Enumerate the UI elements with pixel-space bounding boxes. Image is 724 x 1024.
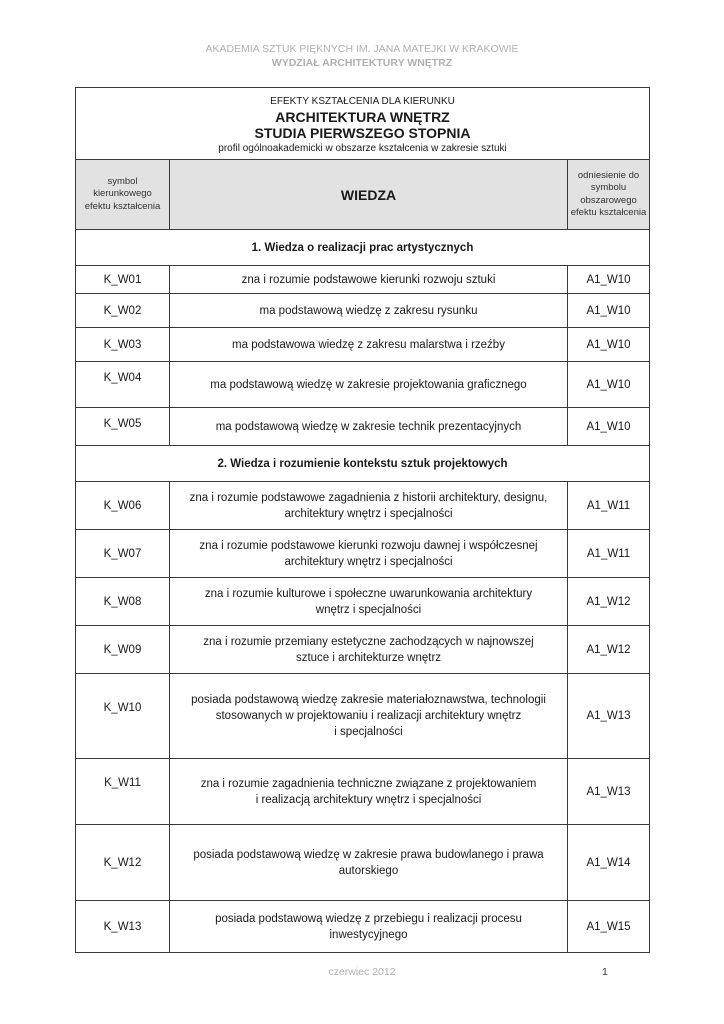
- title-level: STUDIA PIERWSZEGO STOPNIA: [254, 125, 471, 141]
- outcome-description: ma podstawową wiedzę w zakresie projektowania graficznego: [170, 362, 568, 408]
- table-row: [76, 328, 650, 362]
- outcome-reference: A1_W14: [568, 825, 650, 901]
- outcome-code: K_W11: [76, 759, 170, 825]
- description-line: inwestycyjnego: [329, 928, 408, 941]
- outcome-description: [170, 825, 568, 901]
- outcome-reference: A1_W10: [568, 266, 650, 294]
- outcome-reference: A1_W10: [568, 328, 650, 362]
- table-row: [76, 626, 650, 674]
- table-row: [76, 759, 650, 825]
- header-faculty: WYDZIAŁ ARCHITEKTURY WNĘTRZ: [271, 57, 453, 69]
- outcome-reference: A1_W10: [568, 408, 650, 446]
- outcome-code: K_W04: [76, 362, 170, 408]
- column-header-row: [76, 160, 650, 230]
- outcome-code: K_W05: [76, 408, 170, 446]
- title-profile: profil ogólnoakademicki w obszarze kształcenia w zakresie sztuki: [218, 143, 507, 154]
- outcome-code: K_W02: [76, 294, 170, 328]
- column-header-main: WIEDZA: [170, 160, 568, 230]
- table-row: [76, 408, 650, 446]
- outcome-reference: A1_W11: [568, 482, 650, 530]
- outcome-code: K_W13: [76, 901, 170, 953]
- outcome-description: [170, 759, 568, 825]
- description-line: zna i rozumie kulturowe i społeczne uwarunkowania architektury: [204, 587, 533, 600]
- outcome-reference: A1_W10: [568, 294, 650, 328]
- table-title: [76, 88, 650, 160]
- outcome-reference: A1_W11: [568, 530, 650, 578]
- table-row: [76, 578, 650, 626]
- outcome-code: K_W12: [76, 825, 170, 901]
- outcome-code: K_W10: [76, 674, 170, 759]
- header-academy: AKADEMIA SZTUK PIĘKNYCH IM. JANA MATEJKI W KRAKOWIE: [205, 43, 519, 55]
- section-row: [76, 446, 650, 482]
- outcome-code: K_W08: [76, 578, 170, 626]
- outcome-description: ma podstawową wiedzę z zakresu rysunku: [170, 294, 568, 328]
- table-row: [76, 825, 650, 901]
- outcome-description: ma podstawową wiedzę w zakresie technik prezentacyjnych: [170, 408, 568, 446]
- description-line: stosowanych w projektowaniu i realizacji architektury wnętrz: [215, 710, 522, 722]
- learning-outcomes-table: [75, 87, 650, 953]
- outcome-code: K_W06: [76, 482, 170, 530]
- outcome-reference: A1_W12: [568, 626, 650, 674]
- description-line: posiada podstawową wiedzę zakresie materiałoznawstwa, technologii: [191, 694, 546, 706]
- title-line-1: EFEKTY KSZTAŁCENIA DLA KIERUNKU: [270, 96, 455, 107]
- page-header: [0, 42, 724, 70]
- description-line: sztuce i architekturze wnętrz: [295, 651, 442, 664]
- table-row: [76, 362, 650, 408]
- outcome-description: [170, 578, 568, 626]
- description-line: zna i rozumie podstawowe zagadnienia z historii architektury, designu,: [189, 491, 548, 504]
- description-line: posiada podstawową wiedzę z przebiegu i realizacji procesu: [215, 912, 522, 925]
- table-row: [76, 482, 650, 530]
- table-row: [76, 530, 650, 578]
- outcome-reference: A1_W10: [568, 362, 650, 408]
- description-line: wnętrz i specjalności: [315, 603, 422, 616]
- column-header-symbol: symbol kierunkowego efektu kształcenia: [76, 160, 170, 230]
- description-line: architektury wnętrz i specjalności: [284, 555, 453, 568]
- outcome-description: [170, 901, 568, 953]
- title-program: ARCHITEKTURA WNĘTRZ: [275, 109, 450, 125]
- outcome-reference: A1_W15: [568, 901, 650, 953]
- outcome-reference: A1_W13: [568, 759, 650, 825]
- section-row: [76, 230, 650, 266]
- column-header-reference: odniesienie do symbolu obszarowego efektu kształcenia: [568, 160, 650, 230]
- outcome-reference: A1_W12: [568, 578, 650, 626]
- description-line: posiada podstawową wiedzę w zakresie prawa budowlanego i prawa: [193, 848, 544, 861]
- description-line: i specjalności: [334, 726, 403, 738]
- section-title: 2. Wiedza i rozumienie kontekstu sztuk projektowych: [76, 446, 650, 482]
- outcome-description: [170, 674, 568, 759]
- table-row: [76, 294, 650, 328]
- table-row: [76, 901, 650, 953]
- description-line: autorskiego: [338, 864, 399, 877]
- description-line: zna i rozumie podstawowe kierunki rozwoju dawnej i współczesnej: [199, 539, 538, 552]
- outcome-description: ma podstawowa wiedzę z zakresu malarstwa i rzeźby: [170, 328, 568, 362]
- outcome-description: zna i rozumie podstawowe kierunki rozwoju sztuki: [170, 266, 568, 294]
- description-line: zna i rozumie zagadnienia techniczne związane z projektowaniem: [200, 777, 537, 790]
- description-line: architektury wnętrz i specjalności: [284, 507, 453, 520]
- outcome-reference: A1_W13: [568, 674, 650, 759]
- outcome-code: K_W09: [76, 626, 170, 674]
- outcome-description: [170, 626, 568, 674]
- section-title: 1. Wiedza o realizacji prac artystycznych: [76, 230, 650, 266]
- outcome-description: [170, 482, 568, 530]
- table-row: [76, 266, 650, 294]
- outcome-code: K_W07: [76, 530, 170, 578]
- outcome-description: [170, 530, 568, 578]
- table-row: [76, 674, 650, 759]
- footer-date: czerwiec 2012: [328, 966, 396, 978]
- description-line: i realizacją architektury wnętrz i specjalności: [255, 793, 482, 806]
- outcome-code: K_W03: [76, 328, 170, 362]
- page-number: 1: [602, 966, 608, 978]
- outcome-code: K_W01: [76, 266, 170, 294]
- description-line: zna i rozumie przemiany estetyczne zachodzących w najnowszej: [203, 635, 534, 648]
